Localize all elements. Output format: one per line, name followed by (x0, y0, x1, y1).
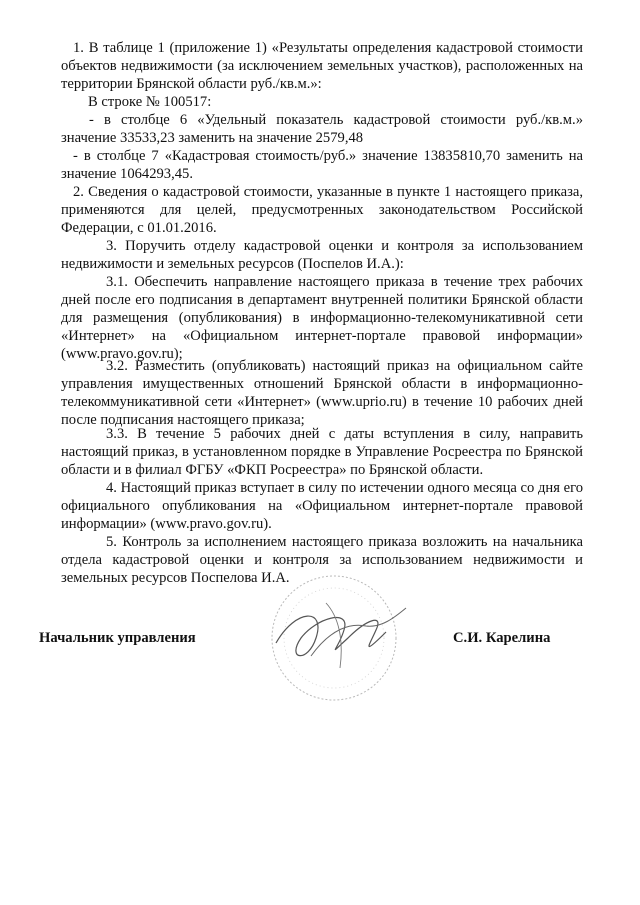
paragraph-1: 1. В таблице 1 (приложение 1) «Результаты определения кадастровой стоимости объектов недвижимости (за исключением земельных участков), расположенных на территории Брянской области руб./кв.м.»: (61, 40, 583, 92)
paragraph-1-column-7: - в столбце 7 «Кадастровая стоимость/руб.» значение 13835810,70 заменить на значение 1064293,45. (61, 148, 583, 182)
paragraph-2: 2. Сведения о кадастровой стоимости, указанные в пункте 1 настоящего приказа, применяются для целей, предусмотренных законодательством Российской Федерации, с 01.01.2016. (61, 184, 583, 236)
paragraph-3-3: 3.3. В течение 5 рабочих дней с даты вступления в силу, направить настоящий приказ, в установленном порядке в Управление Росреестра по Брянской области и в филиал ФГБУ «ФКП Росреестра» по Брянской области. (61, 426, 583, 478)
paragraph-3-2: 3.2. Разместить (опубликовать) настоящий приказ на официальном сайте управления имущественных отношений Брянской области в информационно-телекоммуникативной сети «Интернет» (www.uprio.ru) в течение 10 рабочих дней после подписания настоящего приказа; (61, 358, 583, 428)
signatory-name: С.И. Карелина (453, 630, 551, 646)
paragraph-3: 3. Поручить отделу кадастровой оценки и контроля за использованием недвижимости и земельных ресурсов (Поспелов И.А.): (61, 238, 583, 272)
paragraph-1-row: В строке № 100517: (88, 94, 212, 110)
paragraph-5: 5. Контроль за исполнением настоящего приказа возложить на начальника отдела кадастровой оценки и контроля за использованием недвижимости и земельных ресурсов Поспелова И.А. (61, 534, 583, 586)
signature-seal-icon (256, 568, 436, 718)
signatory-position: Начальник управления (39, 630, 196, 646)
paragraph-1-column-6: - в столбце 6 «Удельный показатель кадастровой стоимости руб./кв.м.» значение 33533,23 заменить на значение 2579,48 (61, 112, 583, 146)
paragraph-3-1: 3.1. Обеспечить направление настоящего приказа в течение трех рабочих дней после его подписания в департамент внутренней политики Брянской области для размещения (опубликования) в информационно-телекомуникативной сети «Интернет» на «Официальном интернет-портале правовой информации» (www.pravo.gov.ru); (61, 274, 583, 362)
paragraph-4: 4. Настоящий приказ вступает в силу по истечении одного месяца со дня его официального опубликования на «Официальном интернет-портале правовой информации» (www.pravo.gov.ru). (61, 480, 583, 532)
